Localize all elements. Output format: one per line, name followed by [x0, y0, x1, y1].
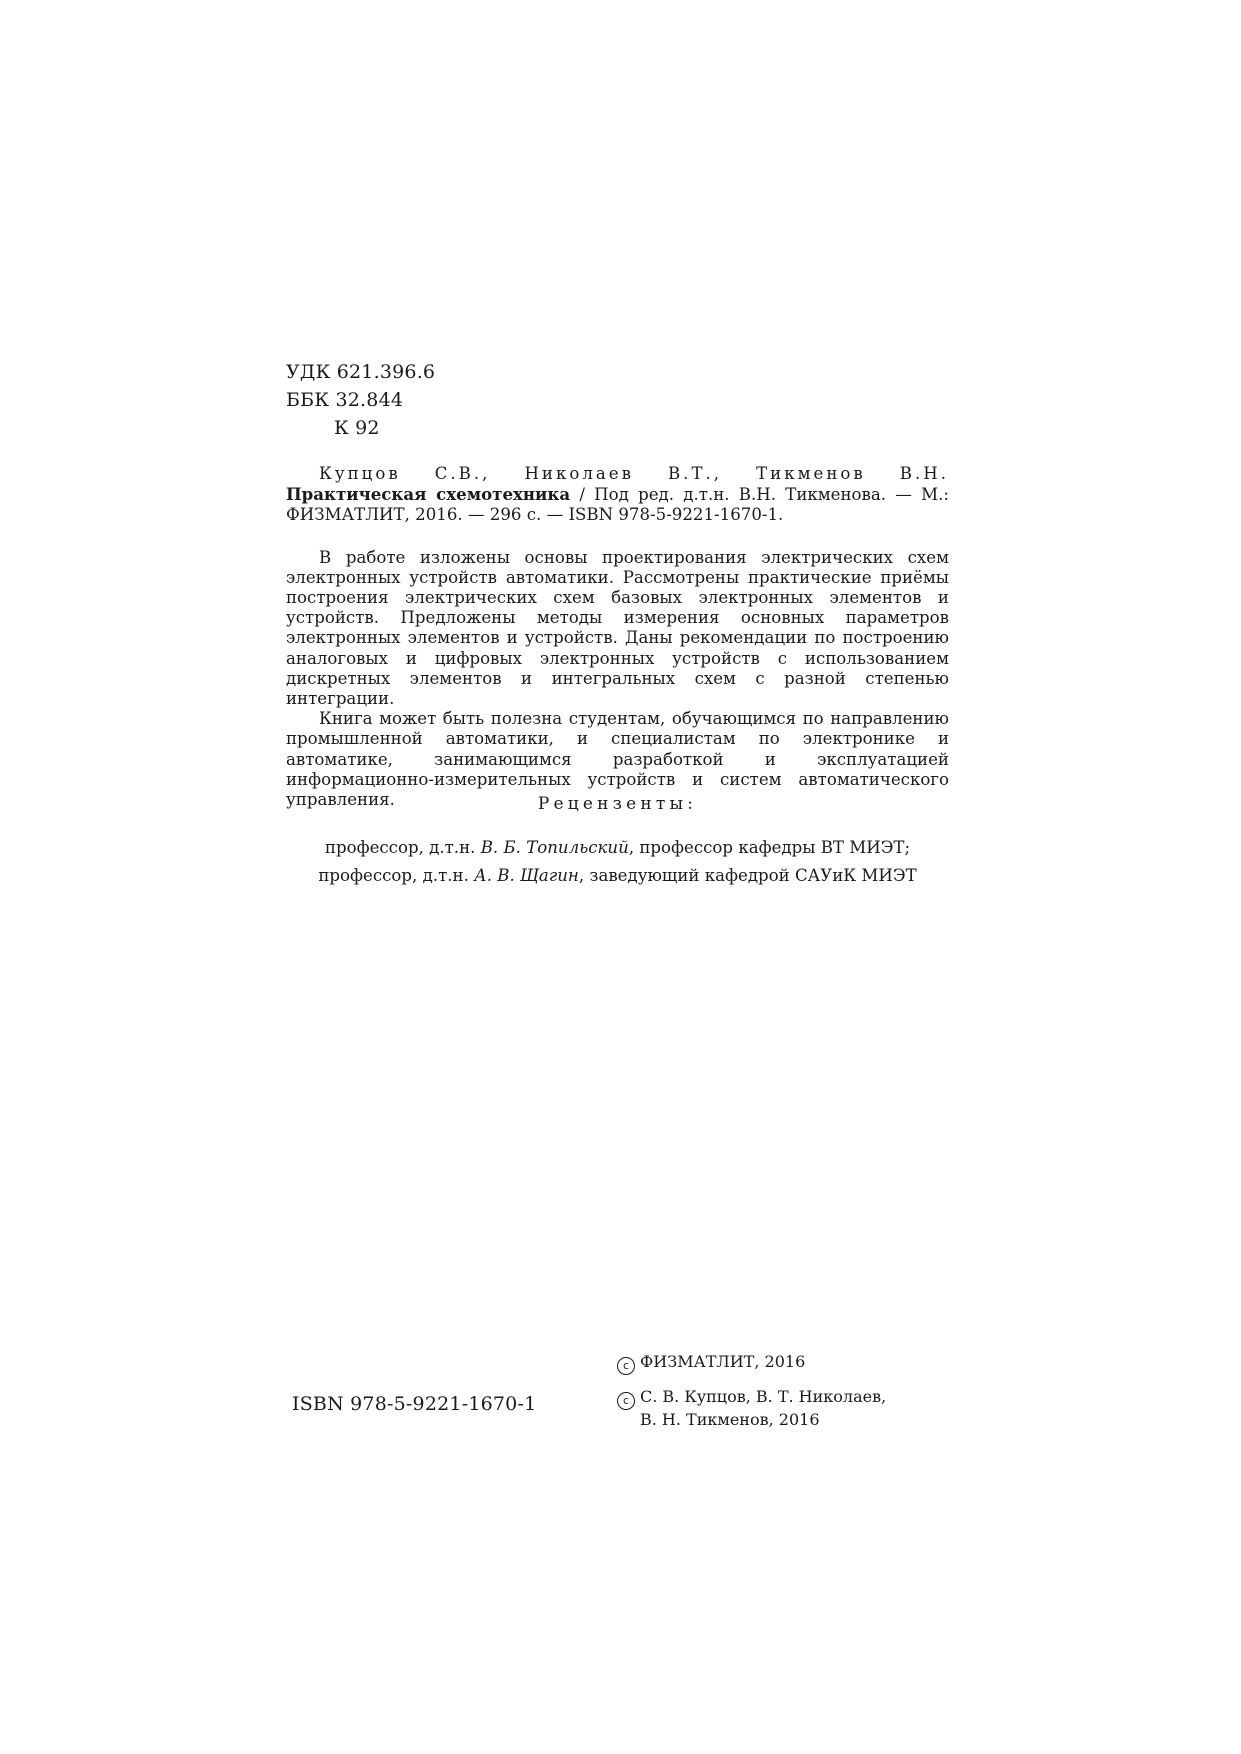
summary-paragraph: Книга может быть полезна студентам, обучающимся по направлению промышленной автоматики, и специалистам по электронике и автоматике, занимающимся разработкой и эксплуатацией информационно-измерительных устройств и систем автоматического управления. [286, 709, 949, 810]
copyright-icon: c [617, 1392, 635, 1410]
reviewer-title: профессор, д.т.н. [324, 838, 481, 857]
copyright-publisher-text: ФИЗМАТЛИТ, 2016 [640, 1352, 806, 1371]
reviewer-position: , профессор кафедры ВТ МИЭТ; [628, 838, 911, 857]
copyright-authors [617, 1387, 886, 1430]
copyright-icon: c [617, 1357, 635, 1375]
author-mark: К 92 [334, 417, 380, 439]
reviewer-entry [286, 862, 949, 890]
bbk-code: ББК 32.844 [286, 389, 404, 411]
copyright-authors-line2: В. Н. Тикменов, 2016 [640, 1410, 820, 1429]
annotation [286, 464, 949, 810]
bibliographic-citation [286, 464, 949, 526]
citation-details: / Под ред. д.т.н. В.Н. Тикменова. — М.: ФИЗМАТЛИТ, 2016. — 296 с. — ISBN 978-5-9221-1670-1. [286, 485, 949, 525]
reviewer-name: В. Б. Топильский [480, 838, 629, 857]
copyright-authors-line1: С. В. Купцов, В. Т. Николаев, [640, 1387, 887, 1406]
reviewers-list [286, 834, 949, 890]
isbn: ISBN 978-5-9221-1670-1 [292, 1393, 537, 1415]
reviewer-title: профессор, д.т.н. [318, 866, 475, 885]
citation-title: Практическая схемотехника [286, 484, 571, 505]
reviewer-entry [286, 834, 949, 862]
reviewer-name: А. В. Щагин [474, 866, 579, 885]
citation-authors: Купцов С.В., Николаев В.Т., Тикменов В.Н. [319, 464, 949, 483]
udk-code: УДК 621.396.6 [286, 361, 436, 383]
reviewers-heading: Рецензенты: [537, 794, 698, 814]
summary [286, 548, 949, 811]
copyright-publisher [617, 1352, 886, 1375]
reviewer-position: , заведующий кафедрой САУиК МИЭТ [578, 866, 917, 885]
summary-paragraph: В работе изложены основы проектирования электрических схем электронных устройств автоматики. Рассмотрены практические приёмы построения электрических схем базовых электронных элементов и устройств. Предложены методы измерения основных параметров электронных элементов и устройств. Даны рекомендации по построению аналоговых и цифровых электронных устройств с использованием дискретных элементов и интегральных схем с разной степенью интеграции. [286, 547, 949, 709]
classification-codes [286, 358, 435, 442]
copyright-block [617, 1352, 886, 1430]
